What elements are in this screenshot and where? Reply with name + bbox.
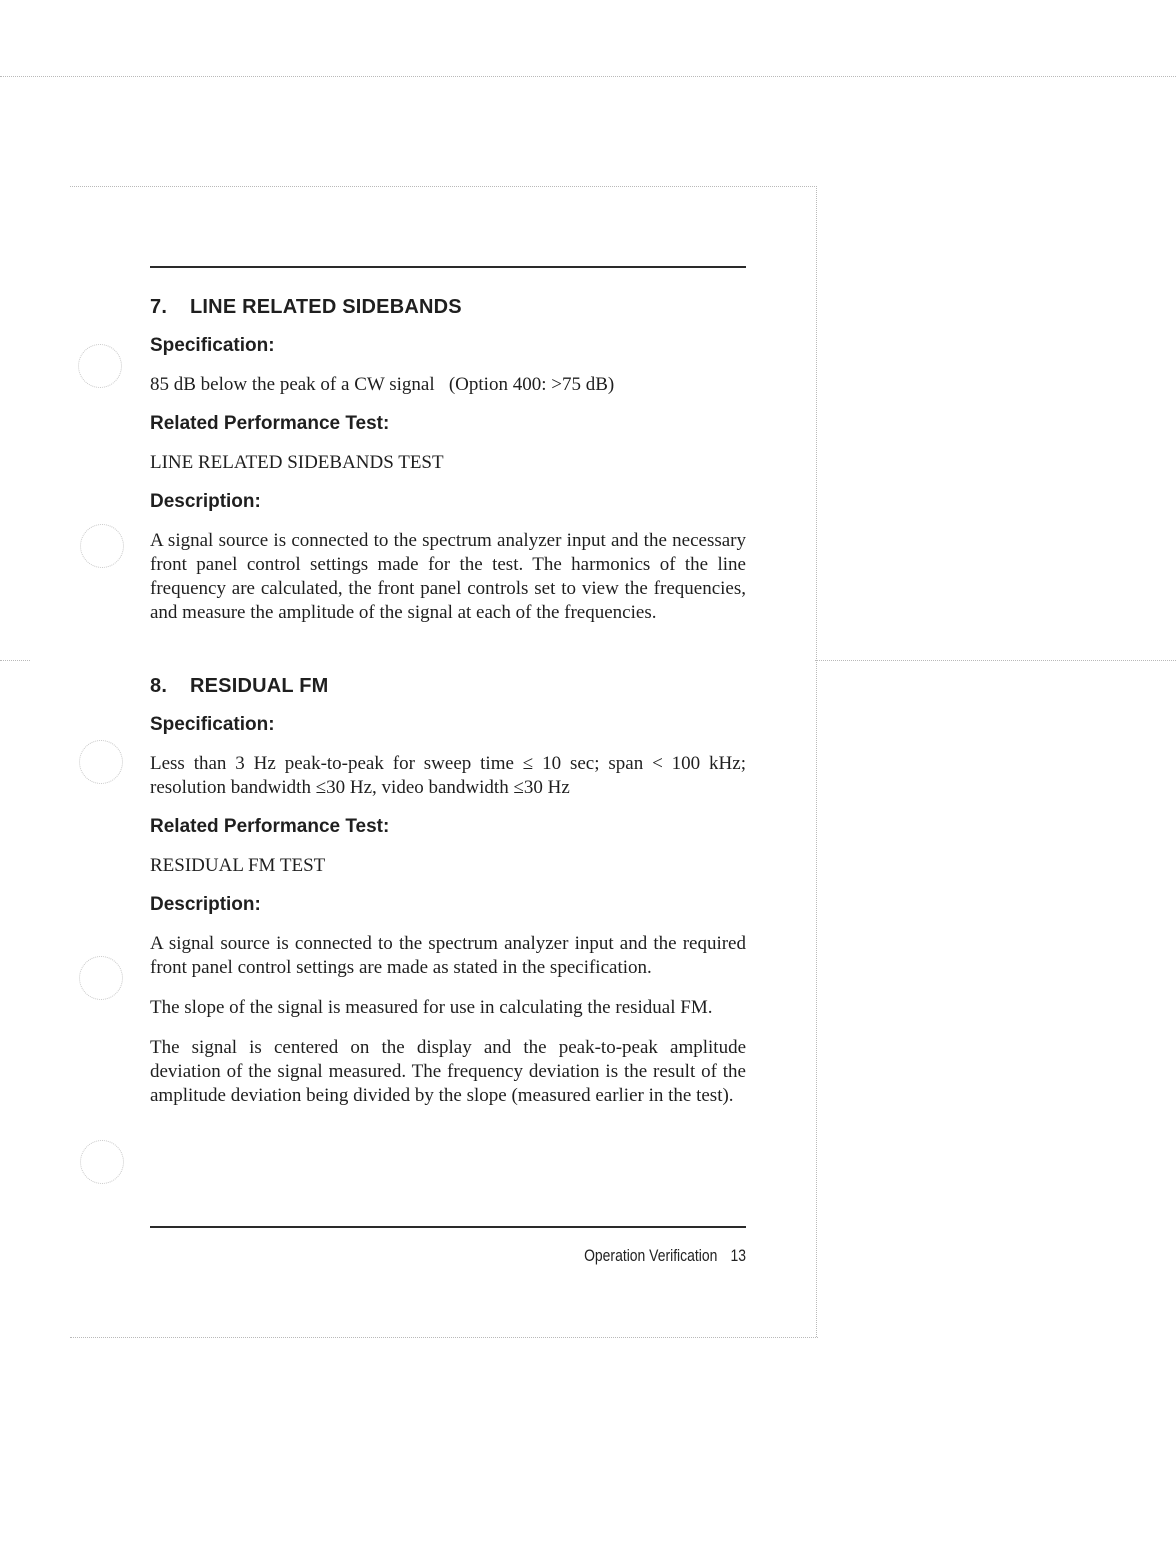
punch-hole [80,1140,124,1184]
specification-heading: Specification: [150,335,275,356]
section-title-text: RESIDUAL FM [190,675,329,697]
section-title [150,675,746,698]
description-heading: Description: [150,894,261,915]
section-number: 8. [150,675,168,697]
punch-hole [80,524,124,568]
scan-edge-page-top [70,186,815,187]
scan-edge-right [816,186,817,1337]
scan-edge-middle [815,660,1176,661]
performance-test-heading: Related Performance Test: [150,816,390,837]
section-number: 7. [150,296,168,318]
page-content [150,282,746,1124]
scan-edge-bottom [70,1337,818,1338]
performance-test-heading: Related Performance Test: [150,413,390,434]
description-paragraph: The signal is centered on the display and the peak-to-peak amplitude deviation of the signal measured. The frequency deviation is the result of the amplitude deviation being divided by the slope (measured earlier in the test). [150,1037,746,1106]
top-rule [150,266,746,268]
footer-label: Operation Verification [584,1246,718,1265]
description-paragraph: A signal source is connected to the spectrum analyzer input and the required front panel control settings are made as stated in the specification. [150,933,746,978]
description-paragraph: A signal source is connected to the spectrum analyzer input and the necessary front panel control settings made for the test. The harmonics of the line frequency are calculated, the front panel controls set to view the frequencies, and measure the amplitude of the signal at each of the frequencies. [150,530,746,623]
punch-hole [78,344,122,388]
description-heading: Description: [150,491,261,512]
section-line-related-sidebands [150,296,746,625]
specification-heading: Specification: [150,714,275,735]
specification-text: Less than 3 Hz peak-to-peak for sweep time ≤ 10 sec; span < 100 kHz; resolution bandwidth ≤30 Hz, video bandwidth ≤30 Hz [150,753,746,798]
punch-hole [79,956,123,1000]
specification-text: 85 dB below the peak of a CW signal (Option 400: >75 dB) [150,374,615,395]
punch-hole [79,740,123,784]
scan-edge-middle-left [0,660,30,661]
bottom-rule [150,1226,746,1228]
performance-test-text: RESIDUAL FM TEST [150,855,326,876]
page-footer [257,1246,746,1266]
description-paragraph: The slope of the signal is measured for use in calculating the residual FM. [150,997,713,1018]
section-residual-fm [150,675,746,1108]
page-number: 13 [730,1246,746,1265]
section-title [150,296,746,319]
performance-test-text: LINE RELATED SIDEBANDS TEST [150,452,444,473]
scan-edge-top [0,76,1176,77]
section-title-text: LINE RELATED SIDEBANDS [190,296,462,318]
